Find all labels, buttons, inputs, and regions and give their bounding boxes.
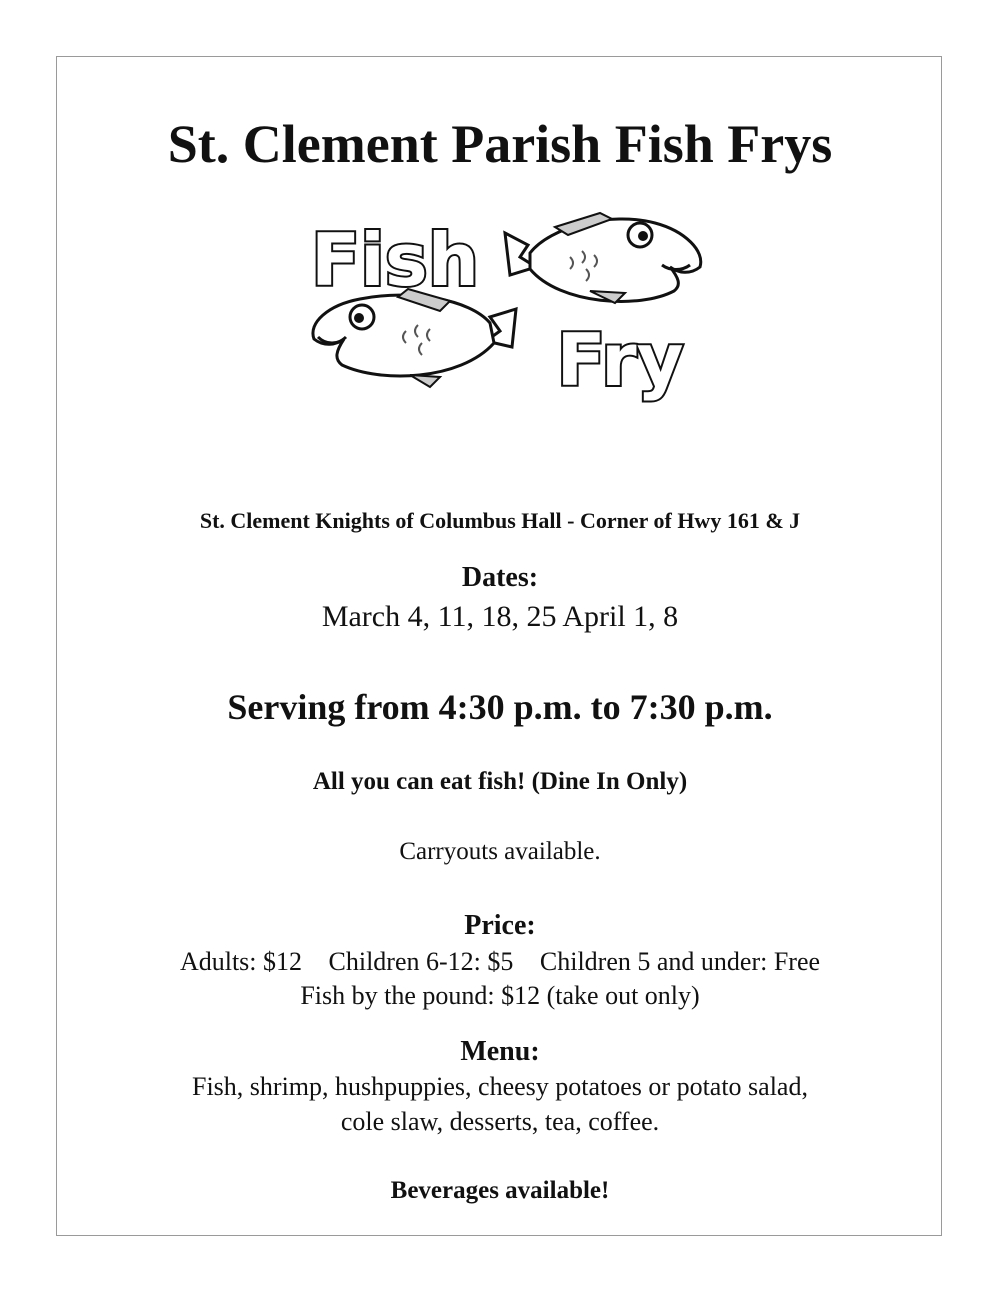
dates-value: March 4, 11, 18, 25 April 1, 8 [321,600,679,633]
price-heading: Price: [464,910,536,941]
dates-heading: Dates: [461,562,539,593]
menu-items-line-2: cole slaw, desserts, tea, coffee. [340,1107,660,1136]
carryouts-note: Carryouts available. [399,838,601,865]
price-children-5-under: Children 5 and under: Free [539,947,821,976]
fish-icon [505,213,701,303]
menu-heading: Menu: [460,1036,540,1067]
menu-items-line-1: Fish, shrimp, hushpuppies, cheesy potatoes or potato salad, [192,1072,808,1101]
logo-word-fry: Fry [556,318,684,402]
beverages-note: Beverages available! [390,1177,610,1204]
serving-hours: Serving from 4:30 p.m. to 7:30 p.m. [227,687,773,727]
price-list [0,947,1000,977]
logo-word-fish: Fish [311,218,479,302]
fish-icon [313,289,516,387]
event-location: St. Clement Knights of Columbus Hall - Corner of Hwy 161 & J [199,508,801,533]
fish-fry-logo [290,205,720,405]
price-children-6-12: Children 6-12: $5 [328,947,514,976]
price-by-pound: Fish by the pound: $12 (take out only) [300,981,700,1010]
all-you-can-eat-note: All you can eat fish! (Dine In Only) [312,768,688,795]
flyer-title: St. Clement Parish Fish Frys [167,114,833,174]
price-adults: Adults: $12 [179,947,303,976]
